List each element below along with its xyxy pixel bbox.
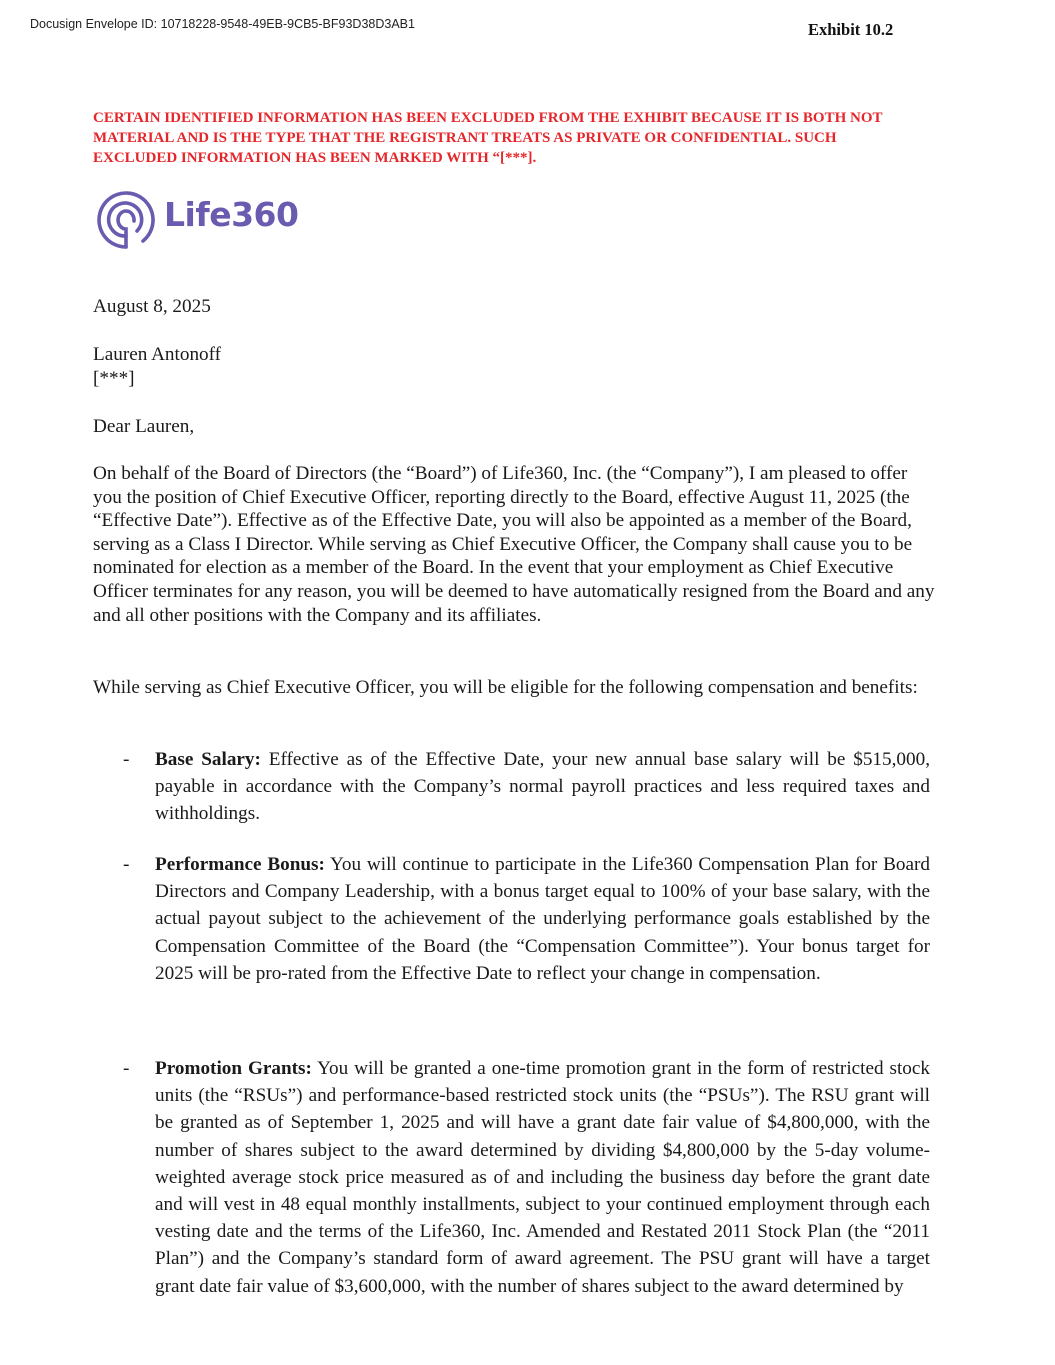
item-title: Promotion Grants:: [155, 1058, 312, 1079]
list-item-performance-bonus: [123, 851, 930, 987]
letter-date: August 8, 2025: [93, 296, 211, 317]
confidentiality-notice: CERTAIN IDENTIFIED INFORMATION HAS BEEN EXCLUDED FROM THE EXHIBIT BECAUSE IT IS BOTH NOT MATERIAL AND IS THE TYPE THAT THE REGISTRANT TREATS AS PRIVATE OR CONFIDENTIAL. SUCH EXCLUDED INFORMATION HAS BEEN MARKED WITH “[***].: [93, 110, 883, 166]
company-logo: [96, 191, 299, 251]
list-item-base-salary: [123, 746, 930, 828]
recipient-name: Lauren Antonoff: [93, 344, 222, 365]
list-bullet: -: [123, 1058, 130, 1079]
list-bullet: -: [123, 854, 130, 875]
item-title: Performance Bonus:: [155, 854, 325, 875]
item-text: You will be granted a one-time promotion grant in the form of restricted stock units (the “RSUs”) and performance-based restricted stock units (the “PSUs”). The RSU grant will be granted as of September 1, 2025 and will have a grant date fair value of $4,800,000, with the number of shares subject to the award determined by dividing $4,800,000 by the 5-day volume-weighted average stock price measured as of and including the business day before the grant date and will vest in 48 equal monthly installments, subject to your continued employment through each vesting date and the terms of the Life360, Inc. Amended and Restated 2011 Stock Plan (the “2011 Plan”) and the Company’s standard form of award agreement. The PSU grant will have a target grant date fair value of $3,600,000, with the number of shares subject to the award determined by: [155, 1058, 931, 1297]
item-text: Effective as of the Effective Date, your new annual base salary will be $515,000, payable in accordance with the Company’s normal payroll practices and less required taxes and withholdings.: [155, 749, 930, 825]
item-title: Base Salary:: [155, 749, 261, 770]
item-text: You will continue to participate in the Life360 Compensation Plan for Board Directors and Company Leadership, with a bonus target equal to 100% of your base salary, with the actual payout subject to the achievement of the underlying performance goals established by the Compensation Committee of the Board (the “Compensation Committee”). Your bonus target for 2025 will be pro-rated from the Effective Date to reflect your change in compensation.: [155, 854, 930, 984]
recipient-block: [93, 343, 933, 390]
docusign-envelope-id: Docusign Envelope ID: 10718228-9548-49EB-9CB5-BF93D38D3AB1: [30, 17, 415, 31]
list-bullet: -: [123, 749, 130, 770]
compensation-intro-paragraph: While serving as Chief Executive Officer, you will be eligible for the following compensation and benefits:: [93, 677, 918, 698]
salutation: Dear Lauren,: [93, 416, 195, 437]
life360-logo-icon: [96, 191, 156, 251]
offer-paragraph: On behalf of the Board of Directors (the “Board”) of Life360, Inc. (the “Company”), I am pleased to offer you the position of Chief Executive Officer, reporting directly to the Board, effective August 11, 2025 (the “Effective Date”). Effective as of the Effective Date, you will also be appointed as a member of the Board, serving as a Class I Director. While serving as Chief Executive Officer, the Company shall cause you to be nominated for election as a member of the Board. In the event that your employment as Chief Executive Officer terminates for any reason, you will be deemed to have automatically resigned from the Board and any and all other positions with the Company and its affiliates.: [93, 463, 935, 626]
exhibit-label: Exhibit 10.2: [808, 20, 894, 39]
recipient-address: [***]: [93, 367, 135, 389]
logo-wordmark: Life360: [164, 195, 299, 234]
list-item-promotion-grants: [123, 1055, 930, 1300]
